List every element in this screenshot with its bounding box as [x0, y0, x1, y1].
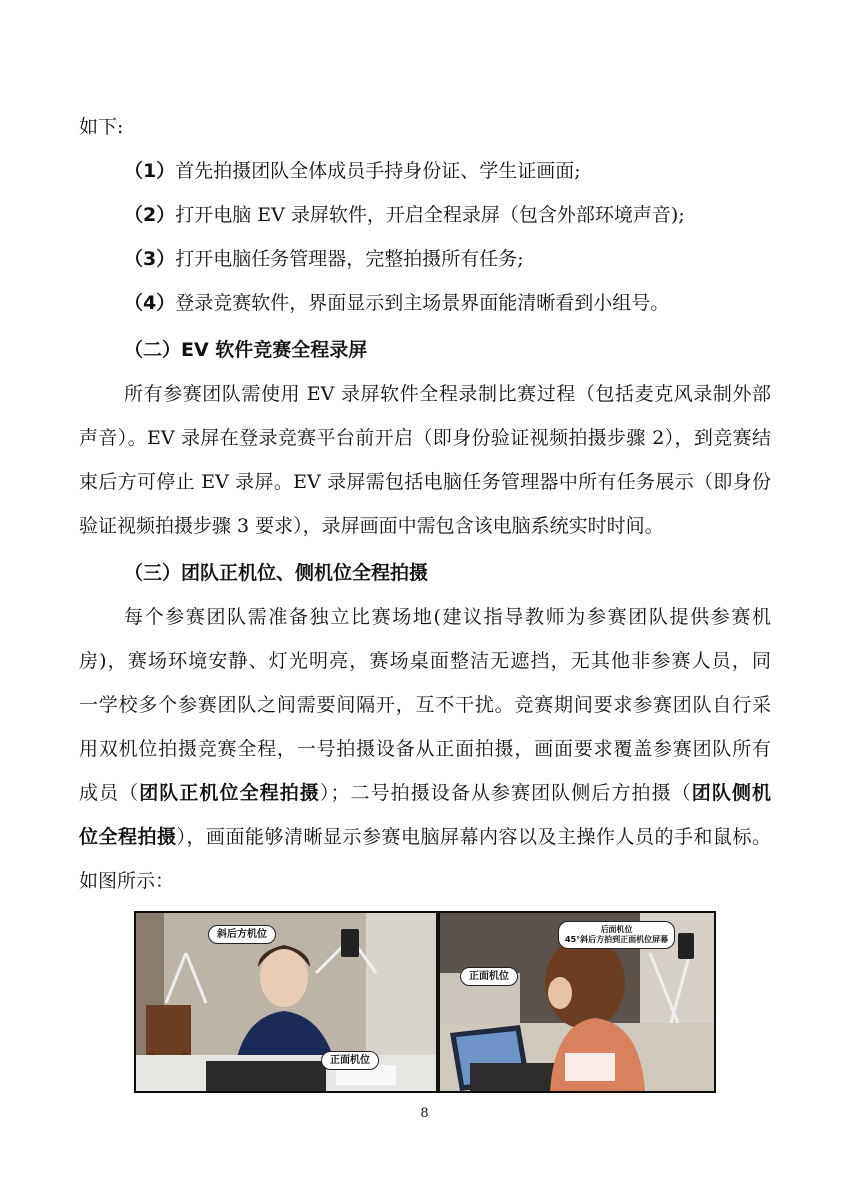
step-2-number: （2） [124, 204, 176, 226]
step-2 [124, 202, 771, 228]
paragraph-2-line-2: 声音）。EV 录屏在登录竞赛平台前开启（即身份验证视频拍摄步骤 2），到竞赛结 [79, 427, 771, 449]
step-1-number: （1） [124, 160, 176, 182]
page-number: 8 [420, 1106, 429, 1121]
front-view-photo [136, 913, 436, 1091]
section-heading-3: （三）团队正机位、侧机位全程拍摄 [124, 562, 429, 584]
step-1-text: 首先拍摄团队全体成员手持身份证、学生证画面; [175, 160, 581, 182]
paragraph-3-line-7: 如图所示： [79, 870, 175, 892]
step-1 [124, 158, 771, 184]
paragraph-3-line-5 [79, 780, 771, 806]
paragraph-2-line-3: 束后方可停止 EV 录屏。EV 录屏需包括电脑任务管理器中所有任务展示（即身份 [79, 471, 771, 493]
step-3-number: （3） [124, 248, 176, 270]
bold-front-camera: 团队正机位全程拍摄 [139, 782, 320, 804]
step-4-number: （4） [124, 292, 176, 314]
line-6-rest: ），画面能够清晰显示参赛电脑屏幕内容以及主操作人员的手和鼠标。 [176, 826, 771, 848]
step-4 [124, 290, 771, 316]
paragraph-2-line-4: 验证视频拍摄步骤 3 要求），录屏画面中需包含该电脑系统实时时间。 [79, 515, 664, 537]
step-3-text: 打开电脑任务管理器，完整拍摄所有任务; [175, 248, 524, 270]
step-4-text: 登录竞赛软件，界面显示到主场景界面能清晰看到小组号。 [175, 292, 670, 314]
section-heading-2: （二）EV 软件竞赛全程录屏 [124, 339, 368, 361]
rear-view-photo [440, 913, 714, 1091]
rear-camera-label-line-2: 45°斜后方拍到正面机位屏幕 [565, 935, 669, 944]
intro-line: 如下: [79, 116, 124, 138]
paragraph-3-line-3: 一学校多个参赛团队之间需要间隔开，互不干扰。竞赛期间要求参赛团队自行采 [79, 694, 771, 716]
paragraph-3-line-4: 用双机位拍摄竞赛全程，一号拍摄设备从正面拍摄，画面要求覆盖参赛团队所有 [79, 738, 771, 760]
step-3 [124, 246, 771, 272]
paragraph-3-line-6 [79, 824, 771, 850]
camera-setup-figure [134, 911, 716, 1093]
front-camera-label: 正面机位 [321, 1051, 379, 1070]
front-camera-label-right: 正面机位 [460, 967, 518, 986]
rear-diagonal-camera-label: 斜后方机位 [208, 925, 276, 944]
bold-side-camera-end: 位全程拍摄 [79, 826, 177, 848]
bold-side-camera-start: 团队侧机 [691, 782, 771, 804]
line-5-part-a: 成员（ [79, 782, 140, 804]
rear-camera-label-line-1: 后面机位 [600, 925, 633, 934]
paragraph-3-line-2: 房)，赛场环境安静、灯光明亮，赛场桌面整洁无遮挡，无其他非参赛人员，同 [79, 650, 771, 672]
paragraph-2-line-1: 所有参赛团队需使用 EV 录屏软件全程录制比赛过程（包括麦克风录制外部 [124, 383, 771, 405]
paragraph-3-line-1: 每个参赛团队需准备独立比赛场地(建议指导教师为参赛团队提供参赛机 [124, 606, 771, 628]
front-view-illustration [136, 913, 436, 1091]
step-2-text: 打开电脑 EV 录屏软件，开启全程录屏（包含外部环境声音); [175, 204, 685, 226]
line-5-part-c: ）；二号拍摄设备从参赛团队侧后方拍摄（ [319, 782, 692, 804]
rear-camera-label [558, 921, 675, 949]
